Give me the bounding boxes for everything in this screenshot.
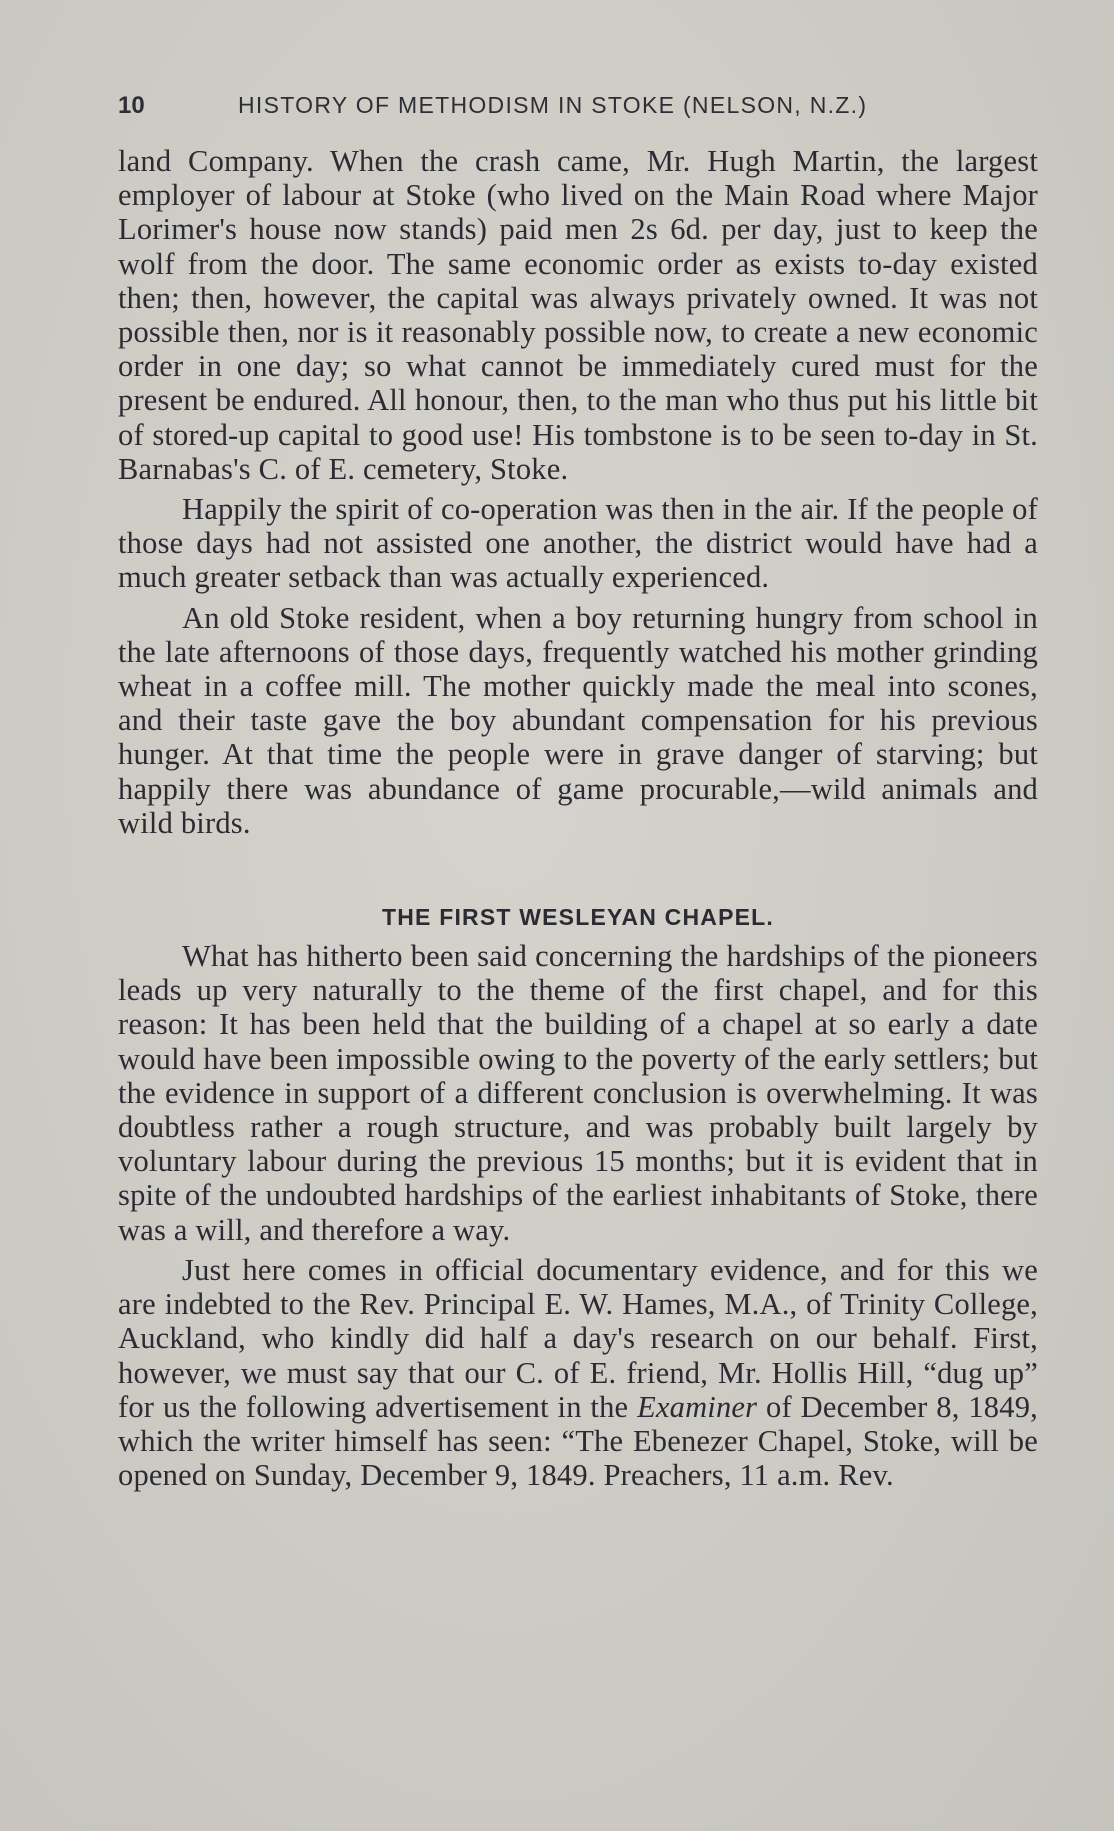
page-number: 10 <box>118 92 145 119</box>
paragraph-documentary-evidence <box>118 1253 1038 1492</box>
paragraph-text-end: of December 8, 1849, which the writer himself has seen: “The Ebenezer Chapel, Stoke, will be opened on Sunday, December 9, 1849. Preachers, 11 a.m. Rev. <box>118 1389 1038 1493</box>
newspaper-title: Examiner <box>637 1389 758 1424</box>
running-header <box>118 92 1038 132</box>
paragraph-text-start: Just here comes in official documentary evidence, and for this we are indebted to the Rev. Principal E. W. Hames, M.A., of Trinity College, Auckland, who kindly did half a day's research on our behalf. First, however, we must say that our C. of E. friend, Mr. Hollis Hill, “dug up” for us the following advertisement in the <box>118 1252 1038 1424</box>
running-title: HISTORY OF METHODISM IN STOKE (NELSON, N.Z.) <box>238 92 868 118</box>
paragraph-continuation: land Company. When the crash came, Mr. Hugh Martin, the largest employer of labour at Stoke (who lived on the Main Road where Major Lorimer's house now stands) paid men 2s 6d. per day, just to keep the wolf from the door. The same economic order as exists to-day existed then; then, however, the capital was always privately owned. It was not possible then, nor is it reasonably possible now, to create a new economic order in one day; so what cannot be immediately cured must for the present be endured. All honour, then, to the man who thus put his little bit of stored-up capital to good use! His tombstone is to be seen to-day in St. Barnabas's C. of E. cemetery, Stoke. <box>118 144 1038 486</box>
paragraph-old-resident: An old Stoke resident, when a boy returning hungry from school in the late afternoons of those days, frequently watched his mother grinding wheat in a coffee mill. The mother quickly made the meal into scones, and their taste gave the boy abundant compensation for his previous hunger. At that time the people were in grave danger of starving; but happily there was abundance of game procurable,—wild animals and wild birds. <box>118 600 1038 840</box>
paragraph-first-chapel: What has hitherto been said concerning the hardships of the pioneers leads up very naturally to the theme of the first chapel, and for this reason: It has been held that the building of a chapel at so early a date would have been impossible owing to the poverty of the early settlers; but the evidence in support of a different conclusion is overwhelming. It was doubtless rather a rough structure, and was probably built largely by voluntary labour during the previous 15 months; but it is evident that in spite of the undoubted hardships of the earliest inhabitants of Stoke, there was a will, and therefore a way. <box>118 939 1038 1247</box>
section-heading: THE FIRST WESLEYAN CHAPEL. <box>382 904 774 931</box>
paragraph-cooperation: Happily the spirit of co-operation was then in the air. If the people of those days had not assisted one another, the district would have had a much greater setback than was actually experienced. <box>118 492 1038 595</box>
book-page <box>118 92 1038 1492</box>
